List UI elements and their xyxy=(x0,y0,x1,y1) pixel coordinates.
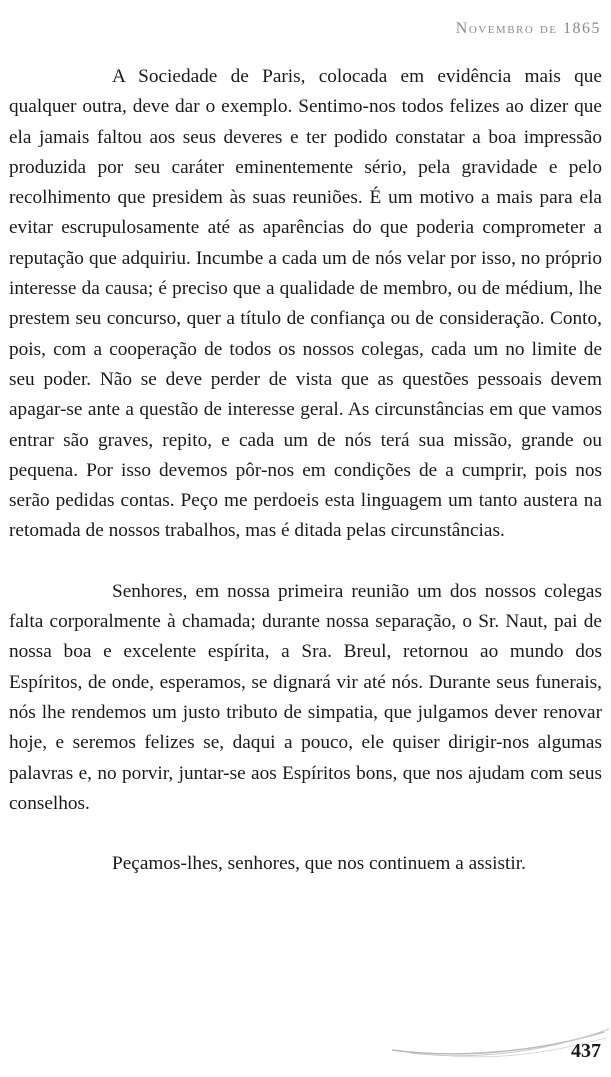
page-body xyxy=(9,62,602,909)
paragraph-1: A Sociedade de Paris, colocada em evidência mais que qualquer outra, deve dar o exemplo. Sentimo-nos todos felizes ao dizer que ela jamais faltou aos seus deveres e ter podido constatar a boa impressão produzida por seu caráter eminentemente sério, pela gravidade e pelo recolhimento que presidem às suas reuniões. É um motivo a mais para ela evitar escrupulosamente até as aparências do que poderia comprometer a reputação que adquiriu. Incumbe a cada um de nós velar por isso, no próprio interesse da causa; é preciso que a qualidade de membro, ou de médium, lhe prestem seu concurso, quer a título de confiança ou de consideração. Conto, pois, com a cooperação de todos os nossos colegas, cada um no limite de seu poder. Não se deve perder de vista que as questões pessoais devem apagar-se ante a questão de interesse geral. As circunstâncias em que vamos entrar são graves, repito, e cada um de nós terá sua missão, grande ou pequena. Por isso devemos pôr-nos em condições de a cumprir, pois nos serão pedidas contas. Peço me perdoeis esta linguagem um tanto austera na retomada de nossos trabalhos, mas é ditada pelas circunstâncias. xyxy=(9,66,602,542)
page-number: 437 xyxy=(571,1040,601,1062)
paragraph-2: Senhores, em nossa primeira reunião um dos nossos colegas falta corporalmente à chamada; durante nossa separação, o Sr. Naut, pai de nossa boa e excelente espírita, a Sra. Breul, retornou ao mundo dos Espíritos, de onde, esperamos, se dignará vir até nós. Durante seus funerais, nós lhe rendemos um justo tributo de simpatia, que julgamos dever renovar hoje, e seremos felizes se, daqui a pouco, ele quiser dirigir-nos algumas palavras e, no porvir, juntar-se aos Espíritos bons, que nos ajudam com seus conselhos. xyxy=(9,580,602,814)
page-footer xyxy=(0,1020,611,1077)
running-header: Novembro de 1865 xyxy=(455,20,601,37)
paragraph-3: Peçamos-lhes, senhores, que nos continuem a assistir. xyxy=(112,853,526,875)
